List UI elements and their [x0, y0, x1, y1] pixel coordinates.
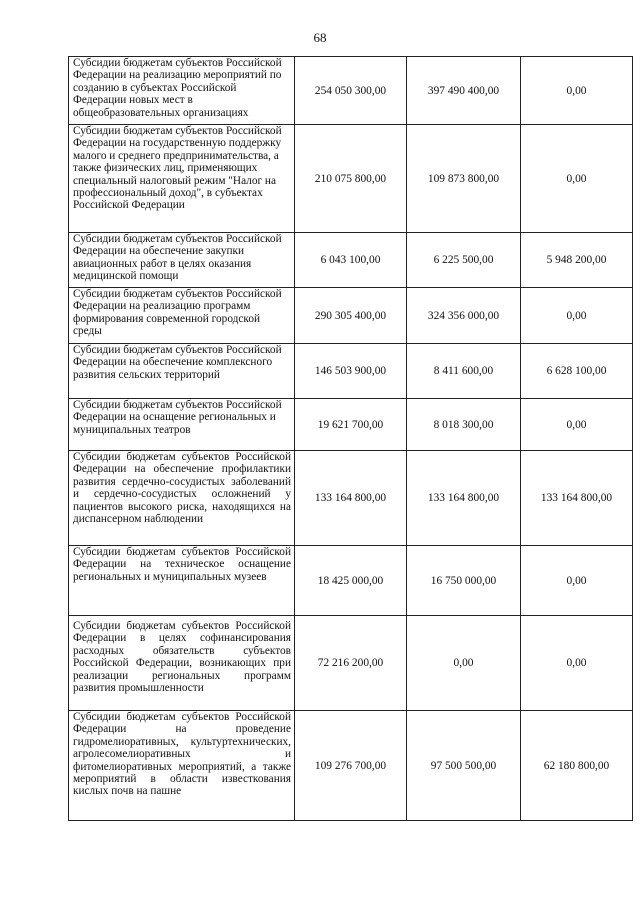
row-value-1: 18 425 000,00: [295, 546, 407, 616]
row-value-2: 133 164 800,00: [407, 451, 521, 546]
row-value-3: 0,00: [521, 57, 633, 125]
row-value-2: 97 500 500,00: [407, 711, 521, 821]
table-row: [69, 616, 633, 711]
row-value-2: 324 356 000,00: [407, 288, 521, 344]
row-value-3: 0,00: [521, 546, 633, 616]
row-value-2: 397 490 400,00: [407, 57, 521, 125]
row-description: Субсидии бюджетам субъектов Российской Федерации на оснащение региональных и муниципальных театров: [69, 399, 295, 451]
row-value-1: 210 075 800,00: [295, 125, 407, 233]
row-value-3: 133 164 800,00: [521, 451, 633, 546]
row-description: Субсидии бюджетам субъектов Российской Федерации на проведение гидромелиоративных, культуртехнических, агролесомелиоративных и фитомелиоративных мероприятий, а также мероприятий в области известкования кислых почв на пашне: [69, 711, 295, 821]
row-value-1: 133 164 800,00: [295, 451, 407, 546]
table-row: [69, 344, 633, 399]
table-row: [69, 451, 633, 546]
row-value-3: 0,00: [521, 616, 633, 711]
table-row: [69, 57, 633, 125]
row-value-2: 8 018 300,00: [407, 399, 521, 451]
row-value-3: 0,00: [521, 125, 633, 233]
row-description: Субсидии бюджетам субъектов Российской Федерации на обеспечение комплексного развития сельских территорий: [69, 344, 295, 399]
table-row: [69, 546, 633, 616]
row-value-1: 19 621 700,00: [295, 399, 407, 451]
row-value-1: 6 043 100,00: [295, 233, 407, 288]
row-description: Субсидии бюджетам субъектов Российской Федерации в целях софинансирования расходных обязательств субъектов Российской Федерации, возникающих при реализации региональных программ развития промышленности: [69, 616, 295, 711]
table-row: [69, 711, 633, 821]
table-row: [69, 288, 633, 344]
table-row: [69, 399, 633, 451]
budget-table: [68, 56, 633, 821]
row-value-2: 8 411 600,00: [407, 344, 521, 399]
row-value-3: 0,00: [521, 399, 633, 451]
row-value-1: 72 216 200,00: [295, 616, 407, 711]
row-value-1: 146 503 900,00: [295, 344, 407, 399]
row-value-3: 6 628 100,00: [521, 344, 633, 399]
row-value-2: 6 225 500,00: [407, 233, 521, 288]
row-description: Субсидии бюджетам субъектов Российской Федерации на техническое оснащение региональных и муниципальных музеев: [69, 546, 295, 616]
row-value-1: 290 305 400,00: [295, 288, 407, 344]
row-value-2: 109 873 800,00: [407, 125, 521, 233]
table-row: [69, 125, 633, 233]
row-description: Субсидии бюджетам субъектов Российской Федерации на реализацию мероприятий по созданию в субъектах Российской Федерации новых мест в общеобразовательных организациях: [69, 57, 295, 125]
row-value-2: 16 750 000,00: [407, 546, 521, 616]
row-value-3: 62 180 800,00: [521, 711, 633, 821]
row-description: Субсидии бюджетам субъектов Российской Федерации на государственную поддержку малого и среднего предпринимательства, а также физических лиц, применяющих специальный налоговый режим "Налог на профессиональный доход", в субъектах Российской Федерации: [69, 125, 295, 233]
row-description: Субсидии бюджетам субъектов Российской Федерации на обеспечение профилактики развития сердечно-сосудистых заболеваний и сердечно-сосудистых осложнений у пациентов высокого риска, находящихся на диспансерном наблюдении: [69, 451, 295, 546]
table-row: [69, 233, 633, 288]
row-description: Субсидии бюджетам субъектов Российской Федерации на обеспечение закупки авиационных работ в целях оказания медицинской помощи: [69, 233, 295, 288]
row-value-1: 254 050 300,00: [295, 57, 407, 125]
row-value-2: 0,00: [407, 616, 521, 711]
row-value-3: 5 948 200,00: [521, 233, 633, 288]
row-description: Субсидии бюджетам субъектов Российской Федерации на реализацию программ формирования современной городской среды: [69, 288, 295, 344]
page-number: 68: [313, 30, 327, 45]
row-value-3: 0,00: [521, 288, 633, 344]
row-value-1: 109 276 700,00: [295, 711, 407, 821]
